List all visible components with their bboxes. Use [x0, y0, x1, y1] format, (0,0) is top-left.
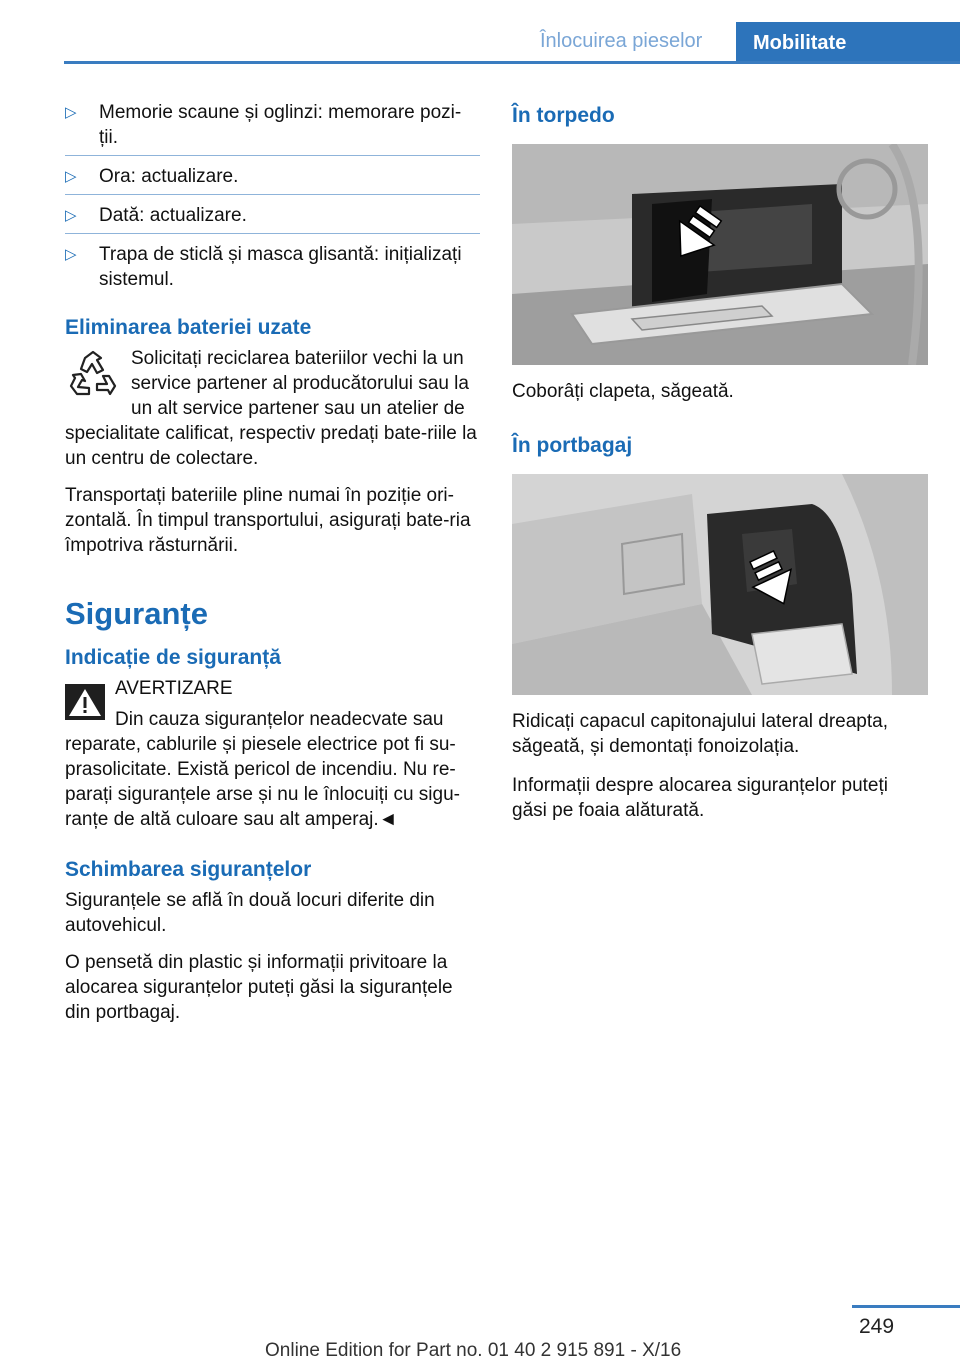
trunk-caption: Ridicați capacul capitonajului lateral dreapta, săgeată, și demontați fonoizolația.: [512, 711, 889, 757]
glovebox-photo: [512, 144, 928, 365]
footer-rule: [852, 1305, 960, 1308]
trunk-photo: [512, 474, 928, 695]
list-item: ▷ Ora: actualizare.: [65, 164, 480, 195]
fuse-info-paragraph: Informații despre alocarea siguranțelor puteți găsi pe foaia alăturată.: [512, 775, 888, 821]
fuses-title: Siguranțe: [65, 596, 208, 631]
right-column: [512, 100, 928, 837]
bullet-triangle-icon: ▷: [65, 104, 77, 121]
glovebox-heading: În torpedo: [512, 104, 615, 127]
safety-heading: Indicație de siguranță: [65, 646, 281, 669]
recycle-icon: [65, 348, 121, 411]
page-number: 249: [859, 1315, 895, 1338]
bullet-triangle-icon: ▷: [65, 168, 77, 185]
list-item: ▷ Memorie scaune și oglinzi: memorare pozi-ții.: [65, 100, 480, 156]
list-item: ▷ Dată: actualizare.: [65, 203, 480, 234]
transport-paragraph: Transportați bateriile pline numai în poziție ori-zontală. În timpul transportului, asigurați bate-ria împotriva răsturnării.: [65, 485, 471, 556]
change-fuses-paragraph-1: Siguranțele se află în două locuri diferite din autovehicul.: [65, 890, 435, 936]
warning-label: AVERTIZARE: [115, 678, 233, 699]
trunk-heading: În portbagaj: [512, 434, 633, 457]
header-rule: [64, 61, 960, 64]
header-chapter-tab: Mobilitate: [736, 22, 960, 64]
glovebox-caption: Coborâți clapeta, săgeată.: [512, 381, 734, 402]
change-fuses-heading: Schimbarea siguranțelor: [65, 858, 312, 881]
battery-disposal-heading: Eliminarea bateriei uzate: [65, 316, 312, 339]
warning-text: Din cauza siguranțelor neadecvate sau reparate, cablurile și piesele electrice pot fi su-prasolicitate. Există pericol de incendiu. Nu re-parați siguranțele arse și nu le înlocuiți cu sigu-ranțe de altă culoare sau alt amperaj.◄: [65, 709, 460, 830]
battery-disposal-paragraph: Solicitați reciclarea bateriilor vechi la un service partener al producătorului sau la un alt service partener sau un atelier de specialitate calificat, respectiv predați bate-riile la un centru de colectare.: [65, 348, 477, 469]
change-fuses-paragraph-2: O pensetă din plastic și informații privitoare la alocarea siguranțelor puteți găsi la siguranțele din portbagaj.: [65, 952, 453, 1023]
settings-bullet-list: [65, 100, 480, 292]
list-item: ▷ Trapa de sticlă și masca glisantă: inițializați sistemul.: [65, 244, 462, 290]
edition-footer: Online Edition for Part no. 01 40 2 915 891 - X/16: [265, 1340, 682, 1361]
bullet-triangle-icon: ▷: [65, 246, 77, 263]
warning-block: [65, 676, 480, 832]
left-column: [65, 100, 480, 1037]
header-section-title: Înlocuirea pieselor: [540, 30, 703, 52]
bullet-triangle-icon: ▷: [65, 207, 77, 224]
warning-triangle-icon: [65, 684, 105, 727]
